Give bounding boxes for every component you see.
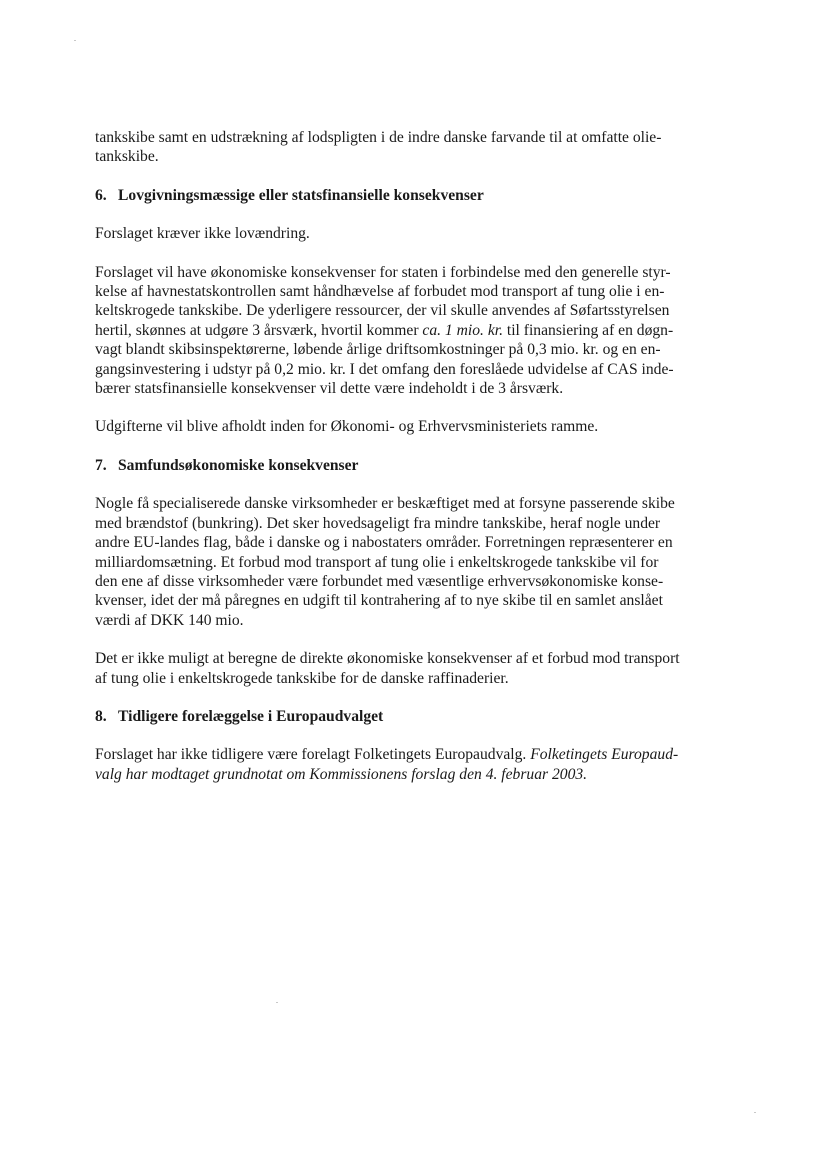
text-line: Udgifterne vil blive afholdt inden for Økonomi- og Erhvervsministeriets ramme. (95, 418, 599, 436)
scan-speck (276, 1002, 278, 1003)
text-line: tankskibe. (95, 148, 159, 166)
section-title: Tidligere forelæggelse i Europaudvalget (118, 707, 384, 725)
section-7-paragraph-1 (95, 494, 765, 630)
emphasis-text: ca. 1 mio. kr. (422, 321, 503, 339)
text-line (95, 321, 765, 340)
section-number: 6. (95, 186, 107, 204)
section-6-heading (95, 186, 765, 205)
text-line: Det er ikke muligt at beregne de direkte økonomiske konsekvenser af et forbud mod transport (95, 650, 680, 668)
text-span: Forslaget har ikke tidligere være forelagt Folketingets Europaudvalg. (95, 746, 531, 764)
emphasis-text: valg har modtaget grundnotat om Kommissionens forslag den 4. februar 2003. (95, 765, 588, 783)
text-line (95, 745, 765, 764)
text-line: kelse af havnestatskontrollen samt håndhævelse af forbudet mod transport af tung olie i en- (95, 283, 665, 301)
text-line: Nogle få specialiserede danske virksomheder er beskæftiget med at forsyne passerende skibe (95, 495, 675, 513)
scan-speck (74, 40, 76, 41)
section-title: Samfundsøkonomiske konsekvenser (118, 456, 359, 474)
section-number: 8. (95, 707, 107, 725)
section-7-heading (95, 456, 765, 475)
text-line: milliardomsætning. Et forbud mod transport af tung olie i enkeltskrogede tankskibe vil for (95, 553, 659, 571)
section-6-paragraph-3 (95, 417, 765, 436)
section-6-paragraph-1 (95, 224, 765, 243)
text-line: gangsinvestering i udstyr på 0,2 mio. kr. I det omfang den foreslåede udvidelse af CAS inde- (95, 360, 674, 378)
text-line: Forslaget kræver ikke lovændring. (95, 225, 310, 243)
document-page (95, 128, 765, 803)
text-line: keltskrogede tankskibe. De yderligere ressourcer, der vil skulle anvendes af Søfartsstyrelsen (95, 302, 670, 320)
text-line: af tung olie i enkeltskrogede tankskibe for de danske raffinaderier. (95, 669, 509, 687)
text-line: den ene af disse virksomheder være forbundet med væsentlige erhvervsøkonomiske konse- (95, 572, 664, 590)
text-line: bærer statsfinansielle konsekvenser vil dette være indeholdt i de 3 årsværk. (95, 380, 564, 398)
section-7-paragraph-2 (95, 649, 765, 688)
text-line: kvenser, idet der må påregnes en udgift til kontrahering af to nye skibe til en samlet anslået (95, 592, 663, 610)
text-line: andre EU-landes flag, både i danske og i nabostaters områder. Forretningen repræsenterer en (95, 534, 673, 552)
text-line: Forslaget vil have økonomiske konsekvenser for staten i forbindelse med den generelle styr- (95, 263, 671, 281)
text-line: med brændstof (bunkring). Det sker hovedsageligt fra mindre tankskibe, heraf nogle under (95, 514, 661, 532)
section-8-heading (95, 707, 765, 726)
emphasis-text: Folketingets Europaud- (530, 746, 679, 764)
section-6-paragraph-2 (95, 263, 765, 399)
text-line: værdi af DKK 140 mio. (95, 611, 244, 629)
scan-speck (754, 1112, 756, 1113)
section-title: Lovgivningsmæssige eller statsfinansielle konsekvenser (118, 186, 484, 204)
text-line: tankskibe samt en udstrækning af lodspligten i de indre danske farvande til at omfatte olie- (95, 129, 662, 146)
section-8-paragraph-1 (95, 745, 765, 784)
text-span: hertil, skønnes at udgøre 3 årsværk, hvortil kommer (95, 321, 423, 339)
text-line: vagt blandt skibsinspektørerne, løbende årlige driftsomkostninger på 0,3 mio. kr. og en en- (95, 341, 661, 359)
intro-paragraph (95, 128, 765, 167)
section-number: 7. (95, 456, 107, 474)
text-span: til finansiering af en døgn- (502, 321, 674, 339)
